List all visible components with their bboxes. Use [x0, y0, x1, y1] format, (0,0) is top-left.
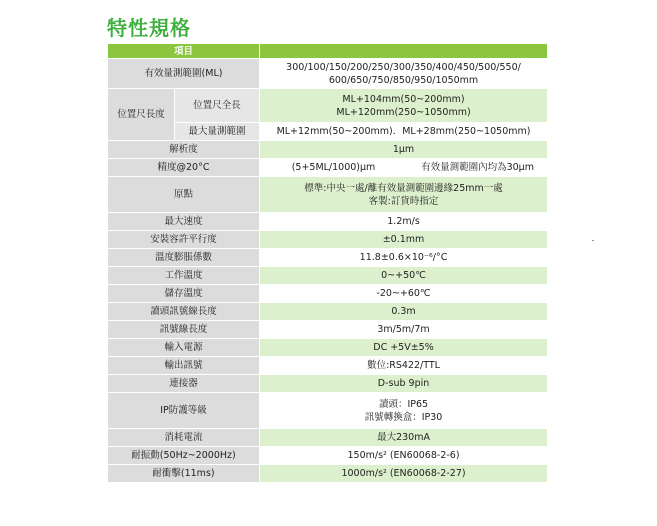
row-value-max-speed: 1.2m/s	[260, 213, 548, 231]
row-value-signal-cable: 3m/5m/7m	[260, 321, 548, 339]
full-length-line-2: ML+120mm(250~1050mm)	[336, 106, 471, 118]
table-row	[108, 59, 548, 89]
table-row	[108, 321, 548, 339]
table-row	[108, 375, 548, 393]
row-value-ip	[260, 393, 548, 429]
spec-table	[107, 43, 548, 483]
table-row	[108, 249, 548, 267]
table-row	[108, 357, 548, 375]
table-row	[108, 429, 548, 447]
row-label-storage-temp: 儲存溫度	[108, 285, 260, 303]
table-row	[108, 89, 548, 123]
row-label-expansion: 溫度膨脹係數	[108, 249, 260, 267]
row-label-resolution: 解析度	[108, 141, 260, 159]
page-title: 特性規格	[107, 16, 191, 40]
header-value	[260, 44, 548, 59]
ip-line-1: 讀頭：IP65	[378, 398, 429, 410]
table-row	[108, 285, 548, 303]
table-row	[108, 267, 548, 285]
row-value-connector: D-sub 9pin	[260, 375, 548, 393]
origin-line-2: 客製:訂貨時指定	[368, 195, 439, 207]
row-label-origin: 原點	[108, 177, 260, 213]
range-line-1: 300/100/150/200/250/300/350/400/450/500/550/	[286, 61, 521, 73]
range-line-2: 600/650/750/850/950/1050mm	[328, 74, 479, 86]
table-row	[108, 177, 548, 213]
row-label-position: 位置尺長度	[108, 89, 175, 141]
table-row	[108, 231, 548, 249]
row-value-max-range: ML+12mm(50~200mm)．ML+28mm(250~1050mm)	[260, 123, 548, 141]
row-value-parallelism: ±0.1mm	[260, 231, 548, 249]
row-label-shock: 耐衝擊(11ms)	[108, 465, 260, 483]
row-label-max-speed: 最大速度	[108, 213, 260, 231]
row-value-head-cable: 0.3m	[260, 303, 548, 321]
row-label-full-length: 位置尺全長	[175, 89, 260, 123]
row-label-connector: 連接器	[108, 375, 260, 393]
row-value-expansion: 11.8±0.6×10⁻⁶/°C	[260, 249, 548, 267]
full-length-line-1: ML+104mm(50~200mm)	[342, 93, 465, 105]
row-value-accuracy-2: 有效量測範圍內均為30μm	[408, 159, 548, 177]
table-row	[108, 213, 548, 231]
row-label-max-range: 最大量測範圍	[175, 123, 260, 141]
table-row	[108, 339, 548, 357]
row-value-shock: 1000m/s² (EN60068-2-27)	[260, 465, 548, 483]
row-value-current: 最大230mA	[260, 429, 548, 447]
row-label-range: 有效量測範圍(ML)	[108, 59, 260, 89]
row-value-storage-temp: -20~+60℃	[260, 285, 548, 303]
origin-line-1: 標準:中央一處/離有效量測範圍邊緣25mm一處	[304, 182, 503, 194]
row-value-vibration: 150m/s² (EN60068-2-6)	[260, 447, 548, 465]
row-label-parallelism: 安裝容許平行度	[108, 231, 260, 249]
row-value-resolution: 1μm	[260, 141, 548, 159]
row-label-current: 消耗電流	[108, 429, 260, 447]
row-value-output: 數位:RS422/TTL	[260, 357, 548, 375]
stray-mark	[592, 240, 594, 241]
table-row	[108, 465, 548, 483]
row-value-full-length	[260, 89, 548, 123]
row-value-origin	[260, 177, 548, 213]
header-item: 項目	[108, 44, 260, 59]
table-row	[108, 393, 548, 429]
table-row	[108, 159, 548, 177]
row-value-power-in: DC +5V±5%	[260, 339, 548, 357]
row-value-accuracy: (5+5ML/1000)μm	[260, 159, 408, 177]
table-row	[108, 447, 548, 465]
row-label-vibration: 耐振動(50Hz~2000Hz)	[108, 447, 260, 465]
table-header-row	[108, 44, 548, 59]
ip-line-2: 訊號轉換盒：IP30	[364, 411, 443, 423]
row-label-accuracy: 精度@20°C	[108, 159, 260, 177]
table-row	[108, 303, 548, 321]
row-label-signal-cable: 訊號線長度	[108, 321, 260, 339]
row-label-output: 輸出訊號	[108, 357, 260, 375]
row-value-range	[260, 59, 548, 89]
table-row	[108, 141, 548, 159]
row-label-head-cable: 讀頭訊號線長度	[108, 303, 260, 321]
row-label-ip: IP防護等級	[108, 393, 260, 429]
row-value-work-temp: 0~+50℃	[260, 267, 548, 285]
row-label-work-temp: 工作溫度	[108, 267, 260, 285]
row-label-power-in: 輸入電源	[108, 339, 260, 357]
